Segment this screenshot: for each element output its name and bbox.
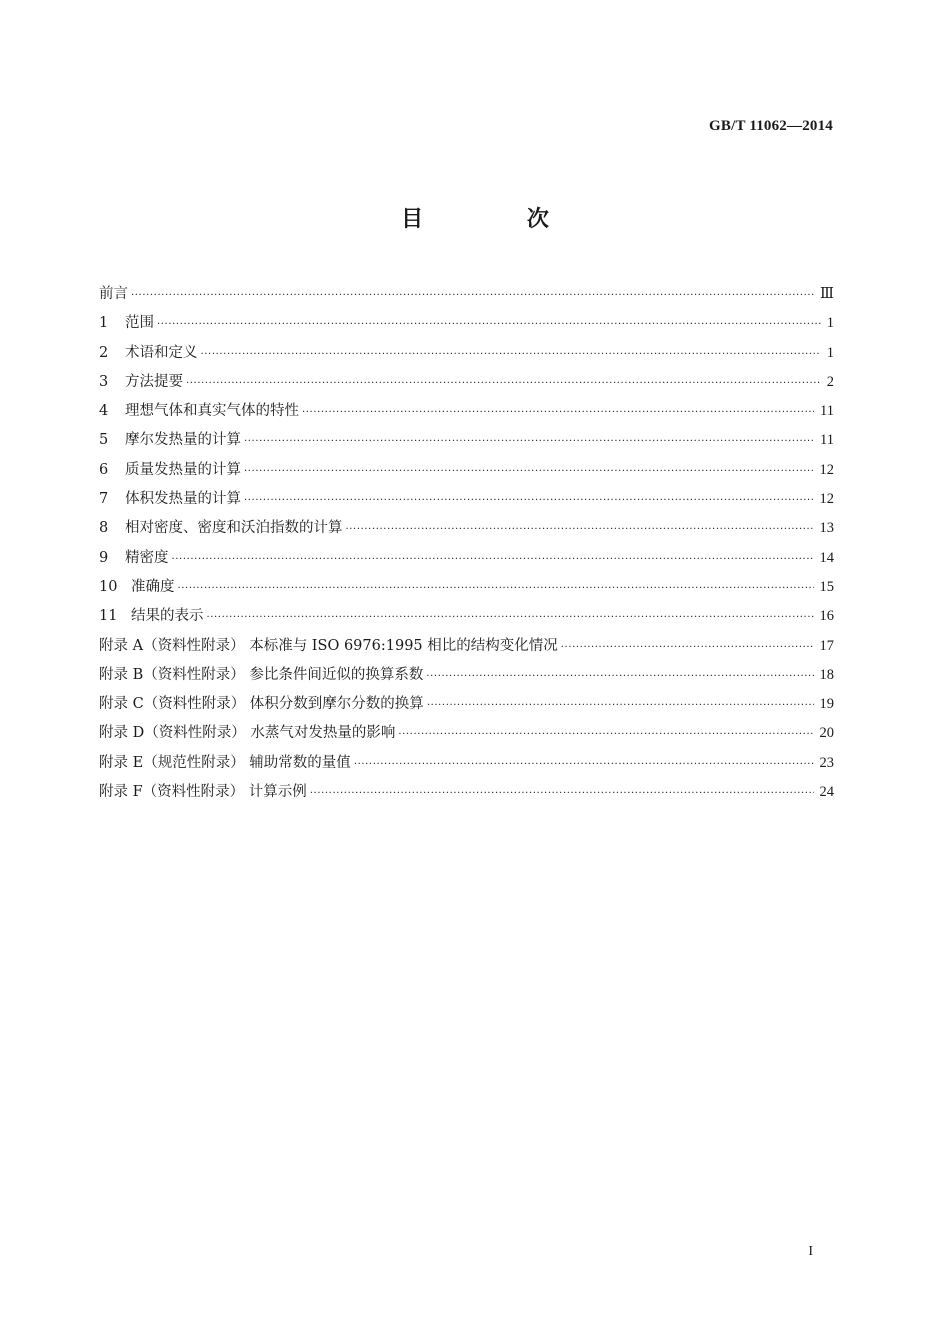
- toc-item-number: 2: [99, 344, 109, 361]
- toc-item-label: 附录 A（资料性附录） 本标准与 ISO 6976:1995 相比的结构变化情况: [99, 637, 558, 654]
- toc-page-number: 11: [820, 403, 834, 420]
- toc-item-appendix-c[interactable]: [99, 690, 834, 719]
- toc-leader: [302, 398, 814, 427]
- toc-leader: [427, 691, 814, 720]
- toc-leader: [354, 750, 814, 779]
- toc-item-8[interactable]: [99, 514, 834, 543]
- toc-leader: [398, 720, 813, 749]
- toc-page-number: 23: [819, 754, 834, 771]
- toc-page-number: Ⅲ: [820, 286, 834, 302]
- toc-item-label: 4 理想气体和真实气体的特性: [99, 397, 302, 426]
- toc-leader: [346, 515, 814, 544]
- toc-item-number: 6: [99, 461, 109, 478]
- toc-leader: [172, 545, 814, 574]
- toc-page-number: 17: [819, 637, 834, 654]
- toc-leader: [244, 457, 814, 486]
- toc-page-number: 15: [819, 578, 834, 595]
- toc-leader: [207, 603, 814, 632]
- toc-page-number: 12: [819, 491, 834, 508]
- toc-leader: [426, 662, 813, 691]
- toc-item-9[interactable]: [99, 544, 834, 573]
- toc-item-label: 6 质量发热量的计算: [99, 456, 244, 485]
- toc-item-appendix-f[interactable]: [99, 778, 834, 807]
- toc-item-appendix-d[interactable]: [99, 719, 834, 748]
- toc-page-number: 1: [826, 315, 834, 332]
- toc-item-label: 附录 B（资料性附录） 参比条件间近似的换算系数: [99, 666, 424, 683]
- toc-item-label: 附录 D（资料性附录） 水蒸气对发热量的影响: [99, 725, 396, 742]
- toc-item-number: 5: [99, 432, 109, 449]
- toc-leader: [244, 486, 814, 515]
- toc-leader: [178, 574, 814, 603]
- toc-item-label: 附录 C（资料性附录） 体积分数到摩尔分数的换算: [99, 696, 424, 713]
- table-of-contents: [99, 280, 834, 807]
- toc-page-number: 13: [819, 520, 834, 537]
- toc-item-1[interactable]: [99, 309, 834, 338]
- toc-page-number: 18: [819, 666, 834, 683]
- toc-page-number: 1: [826, 344, 834, 361]
- toc-leader: [186, 369, 821, 398]
- toc-item-label: 3 方法提要: [99, 368, 186, 397]
- document-code: GB/T 11062—2014: [709, 118, 833, 134]
- toc-leader: [131, 281, 814, 310]
- toc-item-label: 5 摩尔发热量的计算: [99, 426, 244, 455]
- toc-page-number: 20: [819, 725, 834, 742]
- toc-item-label: 9 精密度: [99, 544, 172, 573]
- toc-item-6[interactable]: [99, 456, 834, 485]
- toc-item-number: 3: [99, 373, 109, 390]
- toc-page-number: 16: [819, 608, 834, 625]
- toc-item-appendix-a[interactable]: [99, 632, 834, 661]
- toc-leader: [201, 340, 821, 369]
- toc-page-number: 24: [819, 784, 834, 801]
- toc-page-number: 2: [826, 373, 834, 390]
- toc-item-number: 11: [99, 608, 118, 625]
- page-title: 目 次: [401, 207, 597, 232]
- toc-page-number: 14: [819, 549, 834, 566]
- toc-item-number: 4: [99, 403, 109, 420]
- toc-leader: [244, 427, 814, 456]
- toc-item-label: 8 相对密度、密度和沃泊指数的计算: [99, 514, 346, 543]
- toc-item-4[interactable]: [99, 397, 834, 426]
- toc-item-3[interactable]: [99, 368, 834, 397]
- toc-item-number: 1: [99, 315, 109, 332]
- toc-item-label: 11 结果的表示: [99, 602, 207, 631]
- toc-item-label: 附录 E（规范性附录） 辅助常数的量值: [99, 754, 351, 771]
- toc-item-number: 8: [99, 520, 109, 537]
- toc-item-appendix-b[interactable]: [99, 661, 834, 690]
- toc-item-label: 1 范围: [99, 309, 157, 338]
- toc-item-7[interactable]: [99, 485, 834, 514]
- page-number: I: [808, 1244, 813, 1259]
- toc-item-number: 10: [99, 578, 118, 595]
- toc-item-label: 前言: [99, 286, 128, 302]
- toc-page-number: 12: [819, 461, 834, 478]
- toc-item-label: 7 体积发热量的计算: [99, 485, 244, 514]
- toc-leader: [310, 779, 814, 808]
- toc-item-11[interactable]: [99, 602, 834, 631]
- toc-item-label: 2 术语和定义: [99, 339, 201, 368]
- toc-item-2[interactable]: [99, 339, 834, 368]
- toc-item-10[interactable]: [99, 573, 834, 602]
- toc-page-number: 11: [820, 432, 834, 449]
- toc-item-number: 7: [99, 491, 109, 508]
- toc-item-label: 附录 F（资料性附录） 计算示例: [99, 784, 307, 801]
- toc-item-number: 9: [99, 549, 109, 566]
- toc-item-label: 10 准确度: [99, 573, 178, 602]
- toc-item-foreword[interactable]: [99, 280, 834, 309]
- toc-page-number: 19: [819, 696, 834, 713]
- toc-item-appendix-e[interactable]: [99, 749, 834, 778]
- toc-item-5[interactable]: [99, 426, 834, 455]
- toc-leader: [157, 310, 821, 339]
- toc-leader: [561, 633, 814, 662]
